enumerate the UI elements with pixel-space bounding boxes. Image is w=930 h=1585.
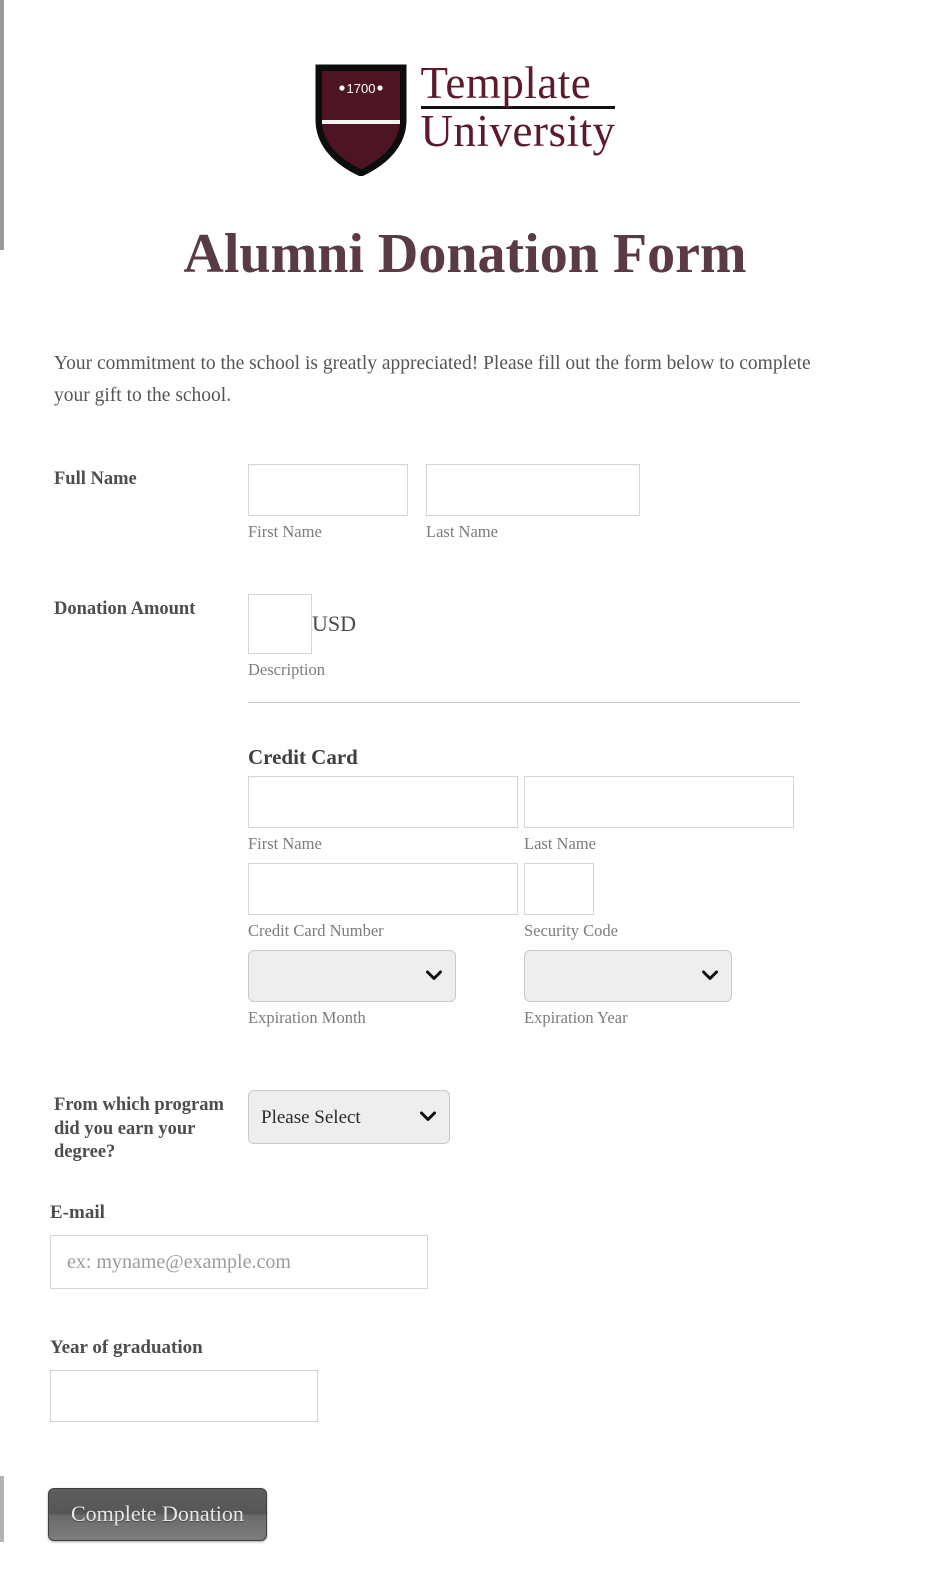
- graduation-year-label: Year of graduation: [50, 1337, 203, 1359]
- email-section: [0, 1202, 930, 1289]
- credit-card-number-row: [248, 863, 930, 941]
- cc-number-sublabel: Credit Card Number: [248, 921, 384, 941]
- cc-last-group: [524, 776, 794, 854]
- graduation-year-section: [0, 1337, 930, 1422]
- credit-card-name-row: [248, 776, 930, 854]
- full-name-first-input[interactable]: [248, 464, 408, 516]
- cc-number-group: [248, 863, 518, 941]
- donation-form: [0, 464, 930, 1541]
- cc-number-input[interactable]: [248, 863, 518, 915]
- logo-line-template: Template: [421, 62, 616, 109]
- full-name-row: [0, 464, 930, 542]
- shield-icon: [315, 62, 407, 176]
- credit-card-expiry-row: [248, 950, 930, 1028]
- cc-security-group: [524, 863, 618, 941]
- cc-last-name-sublabel: Last Name: [524, 834, 596, 854]
- donation-amount-label: Donation Amount: [54, 599, 196, 620]
- cc-exp-month-sublabel: Expiration Month: [248, 1008, 366, 1028]
- cc-exp-year-sublabel: Expiration Year: [524, 1008, 628, 1028]
- credit-card-block: [0, 745, 930, 1028]
- program-row: [0, 1090, 930, 1164]
- full-name-last-group: [426, 464, 640, 542]
- cc-exp-year-select[interactable]: [524, 950, 732, 1002]
- submit-section: [0, 1488, 930, 1541]
- page-title: Alumni Donation Form: [183, 223, 747, 285]
- cc-security-code-input[interactable]: [524, 863, 594, 915]
- cc-security-code-sublabel: Security Code: [524, 921, 618, 941]
- donation-amount-row: [0, 594, 930, 680]
- section-divider: [248, 702, 800, 703]
- email-label: E-mail: [50, 1202, 105, 1224]
- program-label: From which program did you earn your degree?: [54, 1095, 224, 1162]
- cc-exp-year-group: [524, 950, 732, 1028]
- cc-first-name-input[interactable]: [248, 776, 518, 828]
- university-logo: [0, 0, 930, 176]
- cc-first-group: [248, 776, 518, 854]
- program-select[interactable]: [248, 1090, 450, 1144]
- cc-exp-month-select[interactable]: [248, 950, 456, 1002]
- spacer: [408, 464, 426, 542]
- full-name-label: Full Name: [54, 469, 137, 490]
- cc-exp-month-group: [248, 950, 456, 1028]
- graduation-year-input[interactable]: [50, 1370, 318, 1422]
- credit-card-title: Credit Card: [248, 745, 358, 770]
- complete-donation-button[interactable]: Complete Donation: [48, 1488, 267, 1541]
- full-name-last-sublabel: Last Name: [426, 522, 498, 542]
- full-name-first-sublabel: First Name: [248, 522, 322, 542]
- shield-year-text: 1700: [346, 81, 375, 96]
- logo-line-university: University: [420, 106, 616, 157]
- full-name-last-input[interactable]: [426, 464, 640, 516]
- donation-amount-sublabel: Description: [248, 660, 325, 680]
- full-name-first-group: [248, 464, 408, 542]
- donation-amount-input[interactable]: [248, 594, 312, 654]
- cc-last-name-input[interactable]: [524, 776, 794, 828]
- cc-first-name-sublabel: First Name: [248, 834, 322, 854]
- donation-currency-label: USD: [312, 611, 357, 637]
- intro-text: Your commitment to the school is greatly appreciated! Please fill out the form below to complete your gift to the school.: [54, 353, 811, 407]
- logo-wordmark: [420, 58, 616, 157]
- email-input[interactable]: [50, 1235, 428, 1289]
